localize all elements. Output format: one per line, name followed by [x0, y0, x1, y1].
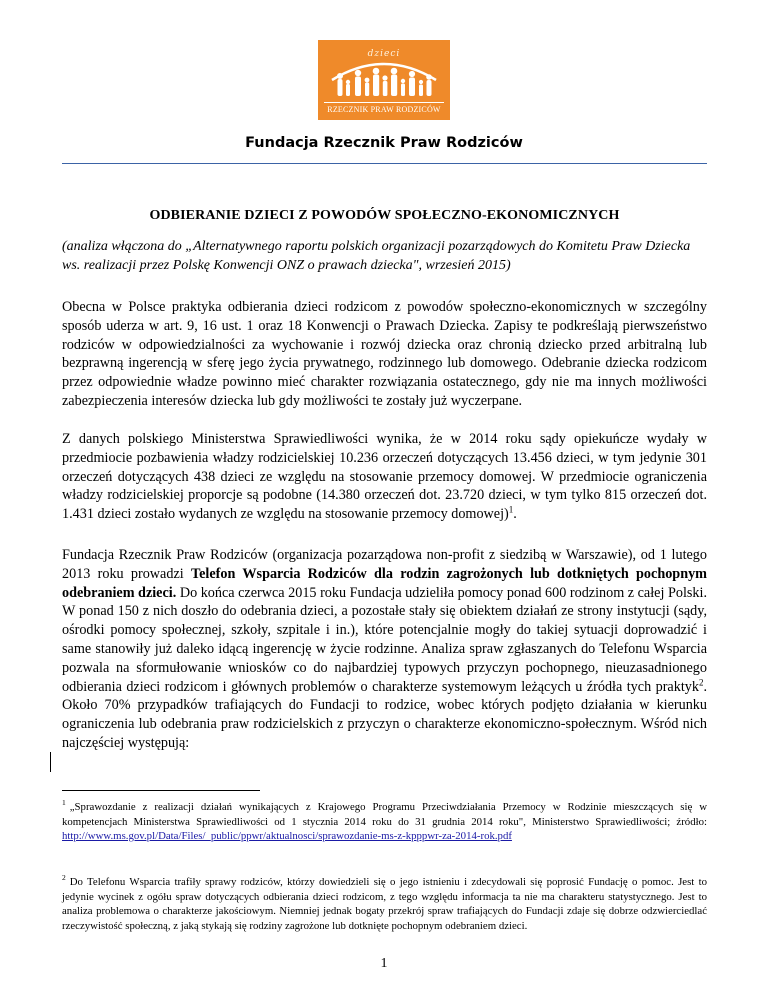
page-number: 1 [380, 956, 388, 971]
header-divider [62, 163, 707, 164]
footnote-2-text: Do Telefonu Wsparcia trafiły sprawy rodziców, którzy dowiedzieli się o jego istnieniu i zdecydowali się poprosić Fundację o pomoc. Jest to jedynie wycinek z ogółu spraw dotyczących odbierania dzieci rodzicom, z tego względu informacja ta nie ma charakteru statystycznego. Jest to analiza problemowa o charakterze jakościowym. Niemniej jednak bogaty przekrój spraw trafiających do Fundacji zdaje się dobrze odzwierciedlać rzeczywistość społeczną, z jaką stykają się rodziny zagrożone lub dotknięte pochopnym odebraniem dzieci. [62, 876, 707, 932]
paragraph-2-end: . [513, 506, 517, 523]
logo-caption: RZECZNIK PRAW RODZICÓW [324, 102, 444, 114]
paragraph-2-text: Z danych polskiego Ministerstwa Sprawiedliwości wynika, że w 2014 roku sądy opiekuńcze wydały w przedmiocie pozbawienia władzy rodzicielskiej 10.236 orzeczeń dotyczących 13.456 dzieci, w tym jedynie 301 orzeczeń dotyczących 438 dzieci ze względu na stosowanie przemocy domowej. W przedmiocie ograniczenia władzy rodzicielskiej proporcje są podobne (14.380 orzeczeń dot. 23.720 dzieci, w tym tylko 815 orzeczeń dot. 1.431 dzieci zostało wydanych ze względu na stosowanie przemocy domowej) [62, 431, 707, 523]
footnote-1-text: „Sprawozdanie z realizacji działań wynikających z Krajowego Programu Przeciwdziałania Przemocy w Rodzinie mieszczących się w kompetencjach Ministerstwa Sprawiedliwości od 1 stycznia 2014 roku do 31 grudnia 2014 roku", Ministerstwo Sprawiedliwości; źródło: [62, 801, 707, 828]
footnote-2-number: 2 [62, 873, 66, 883]
document-title: ODBIERANIE DZIECI Z POWODÓW SPOŁECZNO-EKONOMICZNYCH [149, 208, 620, 223]
footnote-ref-2[interactable]: 2 [698, 676, 704, 687]
footnote-1-link[interactable]: http://www.ms.gov.pl/Data/Files/_public/ppwr/aktualnosci/sprawozdanie-ms-z-kpppwr-za-2014-rok.pdf [62, 830, 512, 842]
footnote-2 [62, 875, 707, 933]
paragraph-3 [62, 546, 707, 753]
paragraph-2 [62, 430, 707, 524]
paragraph-3-part-a: Fundacja Rzecznik Praw Rodziców (organizacja pozarządowa non-profit z siedzibą w Warszawie), od 1 lutego 2013 roku prowadzi [62, 547, 707, 582]
foundation-logo [318, 40, 450, 120]
document-subtitle: (analiza włączona do „Alternatywnego raportu polskich organizacji pozarządowych do Komitetu Praw Dziecka ws. realizacji przez Polskę Konwencji ONZ o prawach dziecka", wrzesień 2015) [62, 239, 691, 273]
paragraph-3-part-c: . Około 70% przypadków trafiających do Fundacji to rodzice, wobec których podjęto działania w kierunku ograniczenia lub odebrania praw rodzicielskich z przyczyn o charakterze ekonomiczno-społecznym. Wśród nich najczęściej występują: [62, 678, 707, 751]
paragraph-1: Obecna w Polsce praktyka odbierania dzieci rodzicom z powodów społeczno-ekonomicznych w szczególny sposób uderza w art. 9, 16 ust. 1 oraz 18 Konwencji o Prawach Dziecka. Zapisy te podkreślają pierwszeństwo rodziców w odpowiedzialności za wychowanie i rozwój dziecka oraz chronią dziecko przed arbitralną lub bezprawną ingerencją w sferę jego życia prywatnego, rodzinnego lub domowego. Odebranie dziecka rodzicom przez odpowiednie władze powinno mieć charakter rozwiązania ostatecznego, gdy nie ma innych możliwości zabezpieczenia interesów dziecka lub gdy możliwości te zostały już wyczerpane. [62, 299, 707, 409]
organization-name: Fundacja Rzecznik Praw Rodziców [245, 135, 523, 151]
footnote-1 [62, 800, 707, 844]
footnote-separator [62, 790, 260, 791]
paragraph-3-part-b: Do końca czerwca 2015 roku Fundacja udzieliła pomocy ponad 600 rodzinom z całej Polski. W ponad 150 z nich doszło do odebrania dzieci, a pozostałe stały się obiektem działań ze strony instytucji (sądy, ośrodki pomocy społecznej, szkoły, szpitale i in.), które potencjalnie mogły do takiej sytuacji doprowadzić i same stanowiły już daleko idącą ingerencję w życie rodzinne. Analiza spraw zgłaszanych do Telefonu Wsparcia pozwala na sformułowanie wniosków co do najbardziej typowych przyczyn pochopnego, nieuzasadnionego odbierania dzieci rodzicom i głównych problemów o charakterze systemowym leżących u źródła tych praktyk [62, 584, 707, 695]
footnote-1-number: 1 [62, 798, 66, 808]
footnote-ref-1[interactable]: 1 [508, 504, 514, 515]
paragraph-3-bold: Telefon Wsparcia Rodziców dla rodzin zagrożonych lub dotkniętych pochopnym odebraniem dzieci. [62, 565, 708, 601]
revision-change-bar [50, 752, 51, 772]
logo-script-text: dzieci [367, 49, 401, 59]
